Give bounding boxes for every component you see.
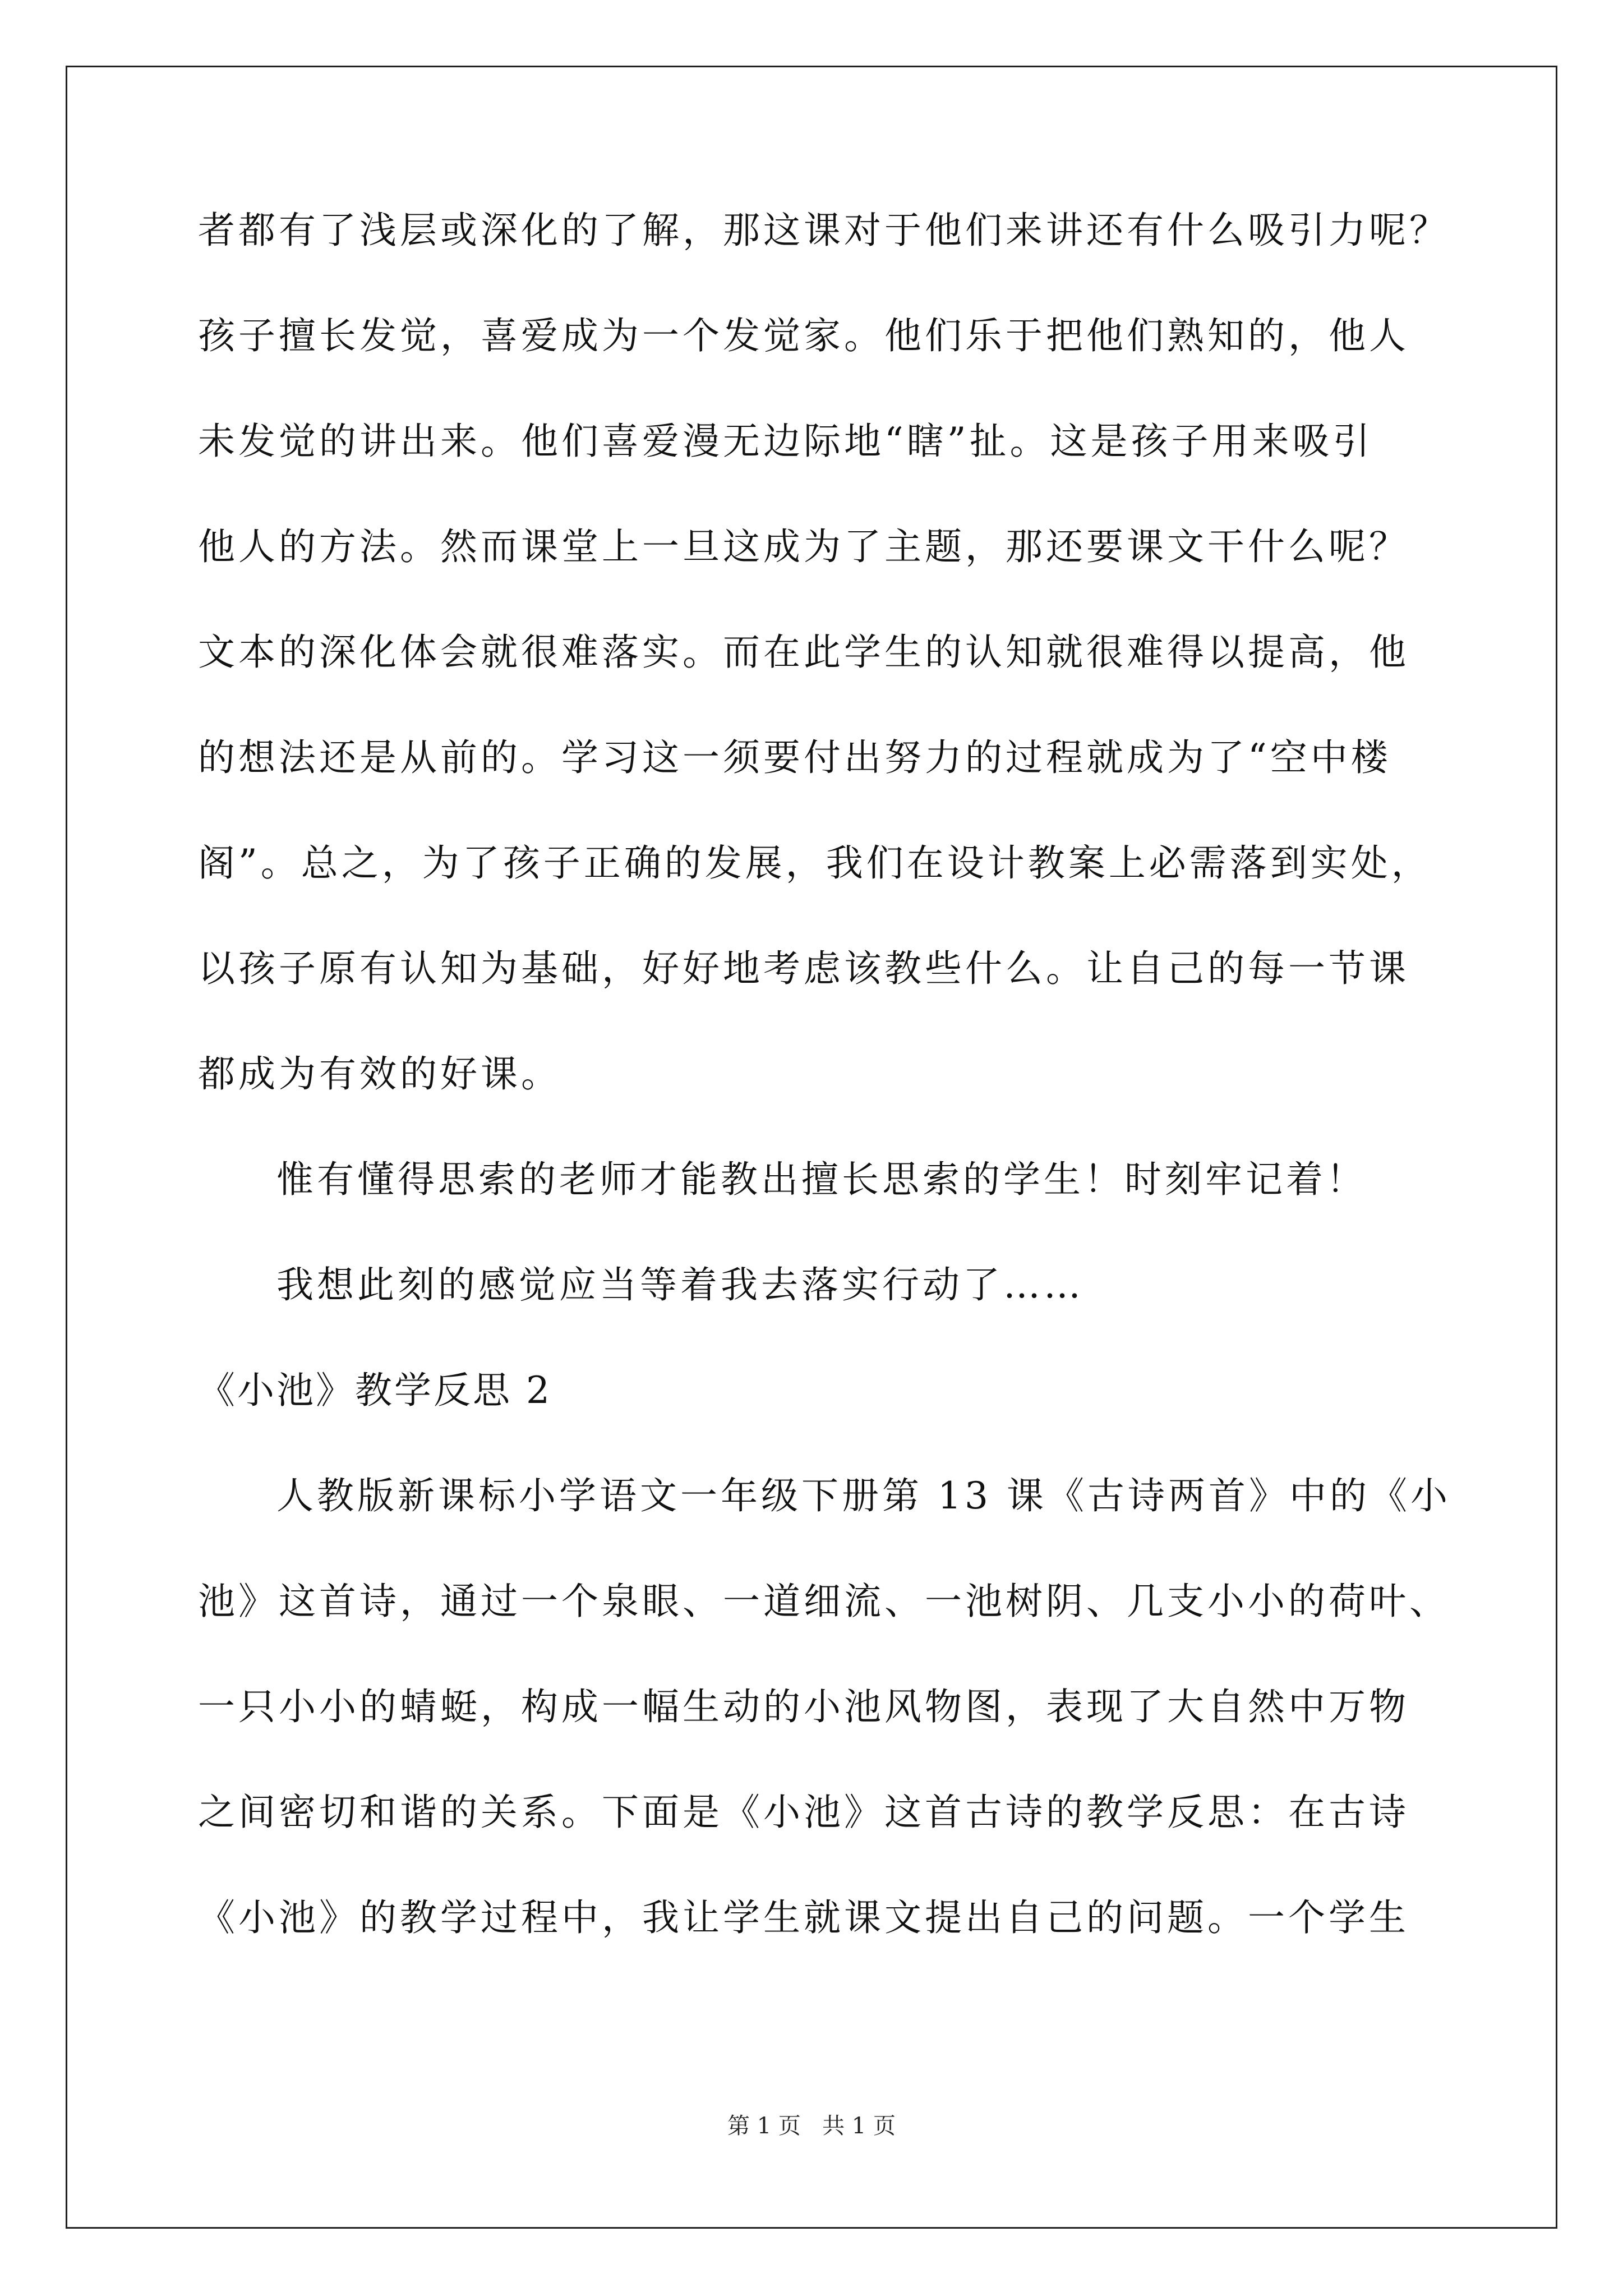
page-footer: 第 1 页 共 1 页 [727, 2113, 896, 2139]
text-line: 以孩子原有认知为基础，好好地考虑该教些什么。让自己的每一节课 [198, 947, 1409, 990]
text-line: 一只小小的蜻蜓，构成一幅生动的小池风物图，表现了大自然中万物 [198, 1685, 1409, 1728]
text-line: 未发觉的讲出来。他们喜爱漫无边际地“瞎”扯。这是孩子用来吸引 [198, 420, 1373, 463]
text-line: 《小池》的教学过程中，我让学生就课文提出自己的问题。一个学生 [198, 1896, 1409, 1939]
paragraph-line: 人教版新课标小学语文一年级下册第 13 课《古诗两首》中的《小 [276, 1474, 1451, 1517]
text-line: 他人的方法。然而课堂上一旦这成为了主题，那还要课文干什么呢？ [198, 525, 1409, 568]
text-line: 文本的深化体会就很难落实。而在此学生的认知就很难得以提高，他 [198, 631, 1409, 674]
text-line: 孩子擅长发觉，喜爱成为一个发觉家。他们乐于把他们熟知的，他人 [198, 314, 1409, 357]
text-line: 的想法还是从前的。学习这一须要付出努力的过程就成为了“空中楼 [198, 736, 1391, 779]
text-line: 阁”。总之，为了孩子正确的发展，我们在设计教案上必需落到实处， [198, 841, 1432, 885]
paragraph-line: 我想此刻的感觉应当等着我去落实行动了…… [276, 1263, 1084, 1306]
text-line: 池》这首诗，通过一个泉眼、一道细流、一池树阴、几支小小的荷叶、 [198, 1580, 1450, 1623]
document-body [198, 209, 1451, 2005]
section-heading: 《小池》教学反思 2 [198, 1369, 552, 1412]
text-line: 者都有了浅层或深化的了解，那这课对于他们来讲还有什么吸引力呢？ [198, 209, 1450, 252]
text-line: 之间密切和谐的关系。下面是《小池》这首古诗的教学反思：在古诗 [198, 1791, 1409, 1834]
paragraph-line: 惟有懂得思索的老师才能教出擅长思索的学生！时刻牢记着！ [276, 1158, 1367, 1201]
text-line: 都成为有效的好课。 [198, 1052, 561, 1096]
